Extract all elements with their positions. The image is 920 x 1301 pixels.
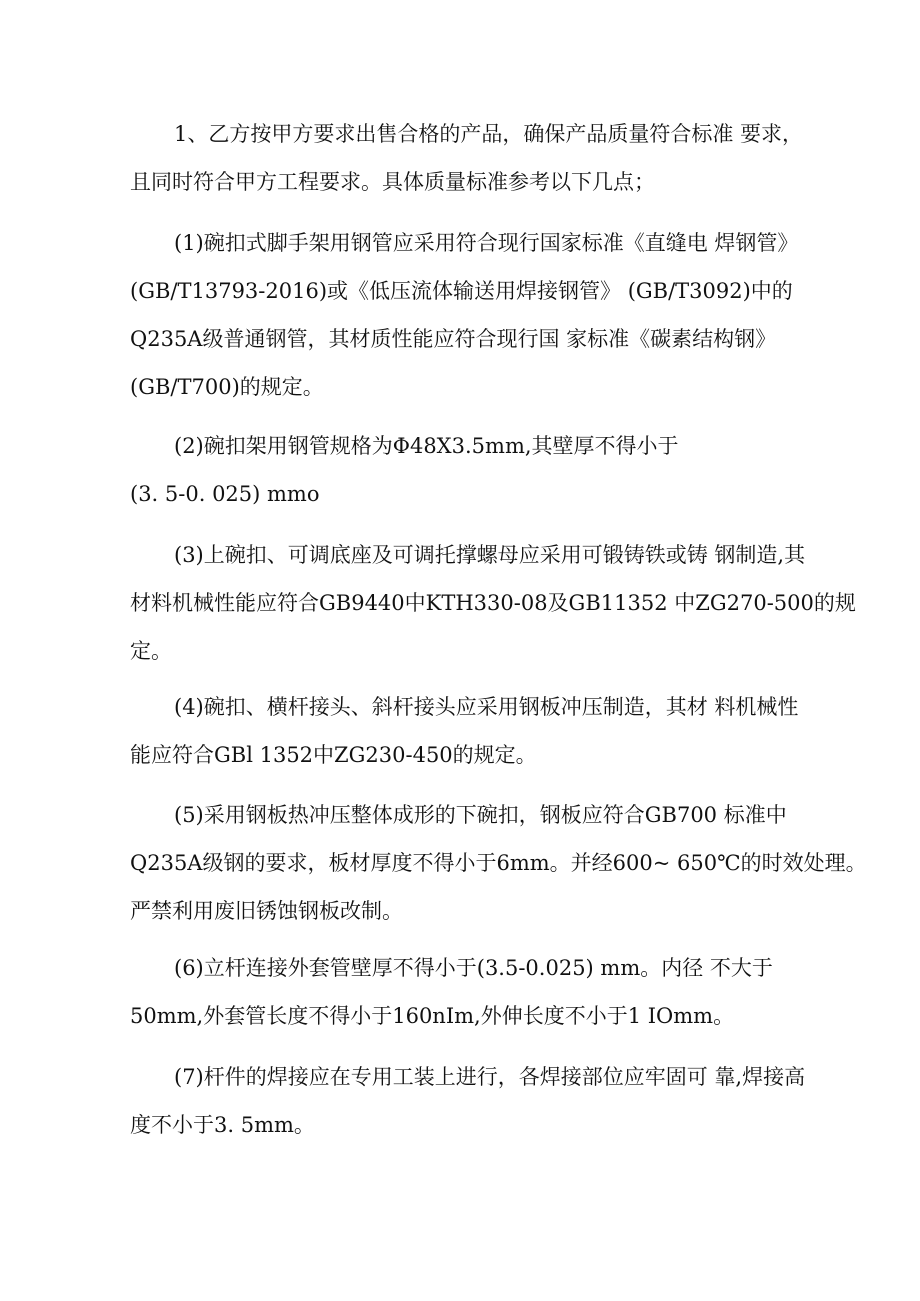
paragraph-item-6 [130,944,810,1040]
text-line: 严禁利用废旧锈蚀钢板改制。 [130,899,403,923]
text-line: 50mm,外套管长度不得小于160nIm,外伸长度不小于1 IOmm。 [130,1004,735,1028]
text-line: 能应符合GBl 1352中ZG230-450的规定。 [130,743,537,767]
text-line: (2)碗扣架用钢管规格为Φ48X3.5mm,其壁厚不得小于 [174,434,679,458]
text-line: (5)采用钢板热冲压整体成形的下碗扣，钢板应符合GB700 标准中 [174,803,787,827]
text-line: (3)上碗扣、可调底座及可调托撑螺母应采用可锻铸铁或铸 钢制造,其 [174,543,806,567]
paragraph-intro [130,110,810,206]
paragraph-item-2 [130,422,810,518]
text-line: (1)碗扣式脚手架用钢管应采用符合现行国家标准《直缝电 焊钢管》 [174,231,799,255]
text-line: (6)立杆连接外套管壁厚不得小于(3.5-0.025) mm。内径 不大于 [174,956,773,980]
paragraph-item-3 [130,531,856,675]
paragraph-item-5 [130,791,867,935]
text-line: Q235A级钢的要求，板材厚度不得小于6mm。并经600~ 650℃的时效处理。 [130,851,867,875]
paragraph-item-1 [130,219,810,411]
text-line: (3. 5-0. 025) mmo [130,482,320,506]
text-line: (GB/T13793-2016)或《低压流体输送用焊接钢管》 (GB/T3092)中的 [130,279,793,303]
text-line: 度不小于3. 5mm。 [130,1113,315,1137]
paragraph-item-7 [130,1053,810,1149]
text-line: 材料机械性能应符合GB9440中KTH330-08及GB11352 中ZG270-500的规 [130,591,856,615]
text-line: 1、乙方按甲方要求出售合格的产品，确保产品质量符合标准 要求， [174,122,804,146]
text-line: (GB/T700)的规定。 [130,375,324,399]
text-line: 且同时符合甲方工程要求。具体质量标准参考以下几点； [130,170,655,194]
paragraph-item-4 [130,683,810,779]
text-line: (4)碗扣、横杆接头、斜杆接头应采用钢板冲压制造，其材 料机械性 [174,695,799,719]
text-line: Q235A级普通钢管，其材质性能应符合现行国 家标准《碳素结构钢》 [130,327,777,351]
text-line: 定。 [130,639,172,663]
text-line: (7)杆件的焊接应在专用工装上进行，各焊接部位应牢固可 靠,焊接高 [174,1065,806,1089]
